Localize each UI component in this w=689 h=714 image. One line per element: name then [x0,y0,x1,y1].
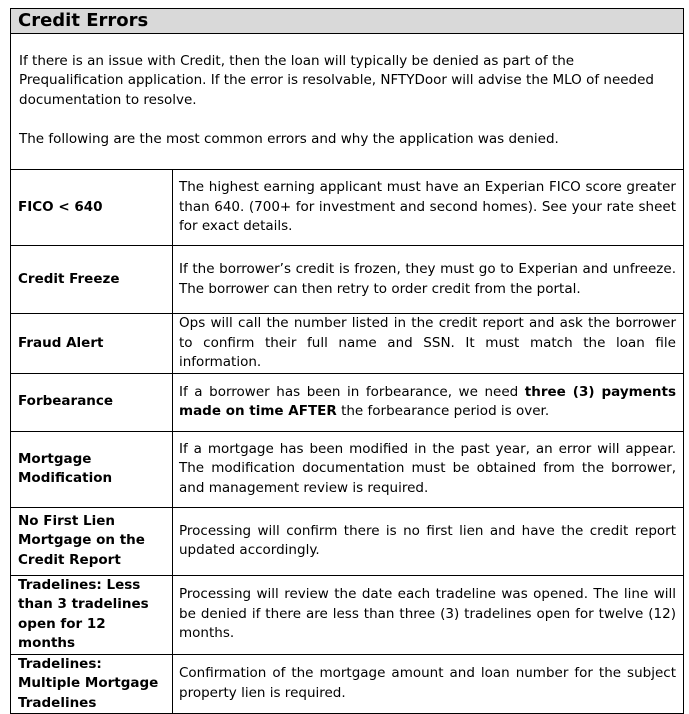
error-description: Confirmation of the mortgage amount and loan number for the subject property lien is required. [173,654,684,714]
error-label: Tradelines: Multiple Mortgage Tradelines [11,654,173,714]
error-label: FICO < 640 [11,170,173,246]
error-description: Ops will call the number listed in the credit report and ask the borrower to confirm their full name and SSN. It must match the loan file information. [173,314,684,374]
error-label: Forbearance [11,373,173,431]
credit-errors-document [10,8,684,714]
desc-text-before: If a borrower has been in forbearance, we need [179,383,525,400]
table-row [11,373,684,431]
error-description: The highest earning applicant must have an Experian FICO score greater than 640. (700+ for investment and second homes). See your rate sheet for exact details. [173,170,684,246]
error-label: No First Lien Mortgage on the Credit Report [11,507,173,575]
desc-text-after: the forbearance period is over. [336,403,550,419]
error-label: Credit Freeze [11,246,173,314]
error-description: If the borrower’s credit is frozen, they must go to Experian and unfreeze. The borrower can then retry to order credit from the portal. [173,246,684,314]
desc-text-bold: three (3) payments made on time AFTER [179,383,677,419]
title-cell [11,9,684,34]
error-label: Tradelines: Less than 3 tradelines open for 12 months [11,575,173,654]
title-row [11,9,684,34]
error-label: Mortgage Modification [11,431,173,507]
table-row [11,314,684,374]
intro-paragraph-2: The following are the most common errors and why the application was denied. [19,130,559,147]
intro-cell [11,34,684,170]
table-row [11,575,684,654]
table-row [11,170,684,246]
error-description: If a mortgage has been modified in the past year, an error will appear. The modification documentation must be obtained from the borrower, and management review is required. [173,431,684,507]
error-label: Fraud Alert [11,314,173,374]
page-title: Credit Errors [18,10,149,31]
error-description [173,373,684,431]
table-row [11,246,684,314]
error-description: Processing will review the date each tradeline was opened. The line will be denied if there are less than three (3) tradelines open for twelve (12) months. [173,575,684,654]
table-row [11,654,684,714]
credit-errors-table [10,8,684,714]
table-row [11,507,684,575]
table-row [11,431,684,507]
intro-paragraph-1: If there is an issue with Credit, then the loan will typically be denied as part of the Prequalification application. If the error is resolvable, NFTYDoor will advise the MLO of needed documentation to resolve. [19,52,654,108]
intro-row [11,34,684,170]
error-description: Processing will confirm there is no first lien and have the credit report updated accordingly. [173,507,684,575]
